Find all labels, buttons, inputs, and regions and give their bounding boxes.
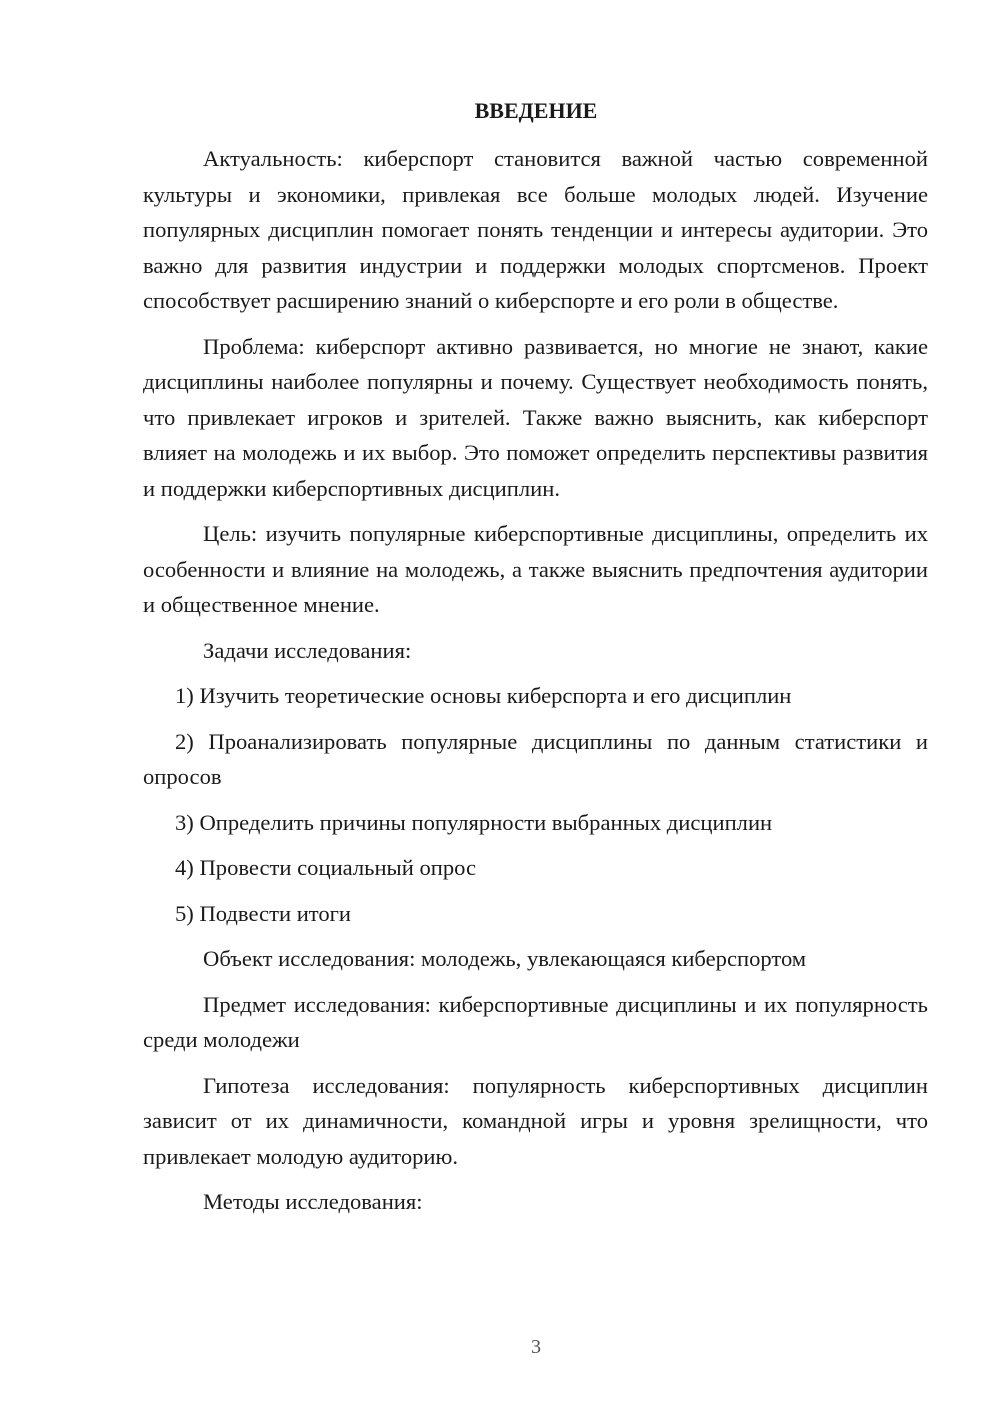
tasks-heading: Задачи исследования: (203, 637, 412, 663)
section-heading: ВВЕДЕНИЕ (474, 98, 598, 123)
task-item: 2) Проанализировать популярные дисциплины по данным статистики и опросов (143, 728, 928, 789)
task-item: 5) Подвести итоги (175, 900, 352, 926)
problem-paragraph: Проблема: киберспорт активно развивается, но многие не знают, какие дисциплины наиболее популярны и почему. Существует необходимость понять, что привлекает игроков и зрителей. Также важно выяснить, как киберспорт влияет на молодежь и их выбор. Это поможет определить перспективы развития и поддержки киберспортивных дисциплин. (143, 333, 928, 501)
relevance-paragraph: Актуальность: киберспорт становится важной частью современной культуры и экономики, привлекая все больше молодых людей. Изучение популярных дисциплин помогает понять тенденции и интересы аудитории. Это важно для развития индустрии и поддержки молодых спортсменов. Проект способствует расширению знаний о киберспорте и его роли в обществе. (143, 146, 928, 313)
task-item: 3) Определить причины популярности выбранных дисциплин (175, 809, 773, 835)
subject-paragraph: Предмет исследования: киберспортивные дисциплины и их популярность среди молодежи (143, 991, 928, 1052)
hypothesis-paragraph: Гипотеза исследования: популярность киберспортивных дисциплин зависит от их динамичности, командной игры и уровня зрелищности, что привлекает молодую аудиторию. (143, 1072, 928, 1169)
task-item: 1) Изучить теоретические основы киберспорта и его дисциплин (175, 683, 792, 708)
object-paragraph: Объект исследования: молодежь, увлекающаяся киберспортом (203, 946, 807, 971)
task-item: 4) Провести социальный опрос (175, 855, 477, 880)
goal-paragraph: Цель: изучить популярные киберспортивные дисциплины, определить их особенности и влияние на молодежь, а также выяснить предпочтения аудитории и общественное мнение. (143, 521, 928, 617)
document-body (143, 141, 928, 1230)
page-number: 3 (531, 1336, 541, 1358)
methods-heading: Методы исследования: (203, 1189, 423, 1214)
